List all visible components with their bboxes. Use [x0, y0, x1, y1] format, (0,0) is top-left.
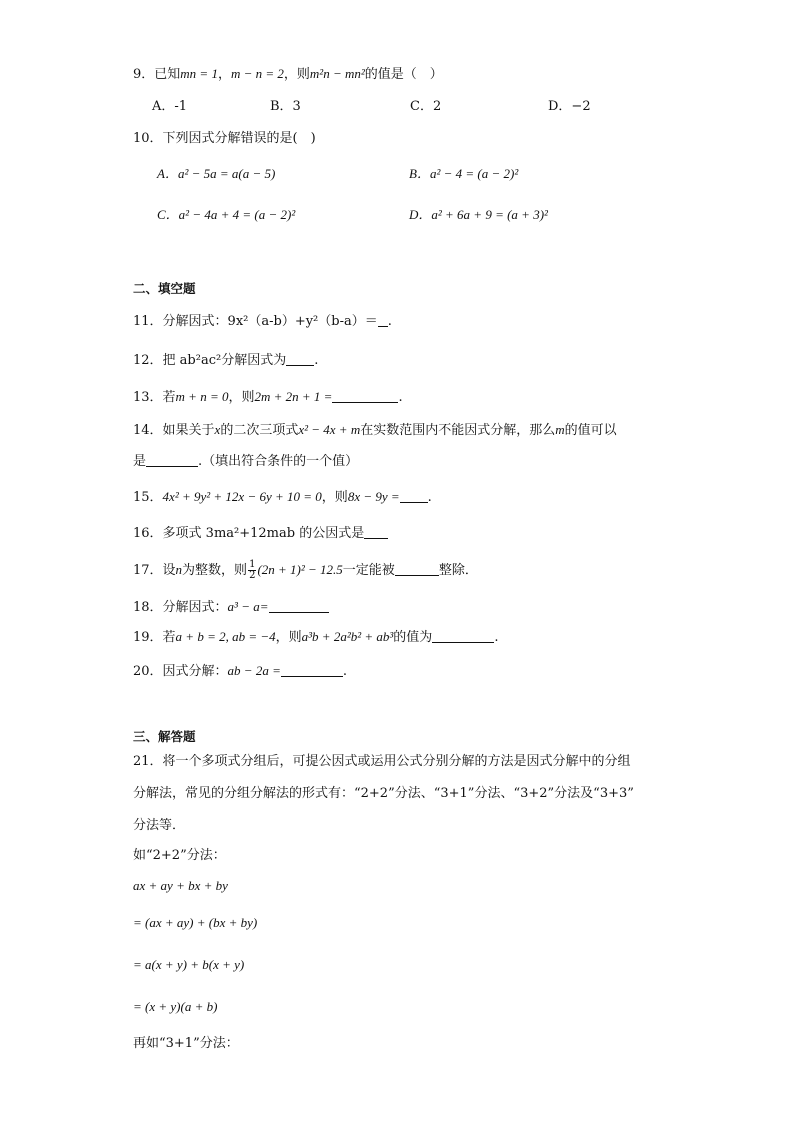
q9-stem-text-b: ，	[217, 67, 231, 82]
section-fill-in-title: 二、填空题	[133, 281, 196, 296]
q9-expr-diff: m − n = 2	[230, 66, 284, 81]
q14-text-a: 14．如果关于	[133, 423, 215, 438]
q17-fraction-denominator: 2	[249, 570, 256, 581]
q12-end: .	[314, 353, 319, 368]
q13-end: .	[398, 390, 403, 405]
q18-expr: a³ − a=	[227, 599, 269, 614]
q17	[133, 560, 478, 581]
q21-step1: ax + ay + bx + by	[133, 878, 228, 893]
q20-answer-blank[interactable]	[281, 662, 343, 677]
q9-option-b[interactable]: B．3	[270, 99, 301, 114]
q9-expr-target: m²n − mn²	[309, 66, 365, 81]
q13-text-b: ，则	[228, 390, 255, 405]
q19-text-a: 19．若	[133, 630, 176, 645]
q9-expr-mn: mn = 1	[180, 66, 218, 81]
q17-fraction-numerator: 1	[249, 559, 256, 570]
q14-text-c: 在实数范围内不能因式分解，那么	[360, 423, 556, 438]
q9-stem	[133, 64, 443, 85]
q14-var-x: x	[214, 422, 221, 437]
q14-expr: x² − 4x + m	[298, 422, 361, 437]
q18	[133, 597, 329, 618]
q15	[133, 487, 432, 508]
q19-end: .	[494, 630, 499, 645]
q17-text-a: 17．设	[133, 563, 176, 578]
q13-text-a: 13．若	[133, 390, 176, 405]
q20	[133, 661, 347, 682]
q14-var-m: m	[555, 422, 565, 437]
q15-end: .	[427, 490, 432, 505]
q10-option-d[interactable]: D．a² + 6a + 9 = (a + 3)²	[409, 207, 548, 222]
q19-expr-target: a³b + 2a²b² + ab³	[301, 629, 394, 644]
q18-answer-blank[interactable]	[269, 598, 329, 613]
q16	[133, 524, 388, 544]
q17-fraction	[248, 560, 256, 581]
q21-step2: = (ax + ay) + (bx + by)	[133, 915, 258, 930]
q20-expr: ab − 2a =	[227, 663, 281, 678]
q13-expr-target: 2m + 2n + 1 =	[254, 389, 333, 404]
q9-option-d[interactable]: D．−2	[548, 99, 591, 114]
q19-expr-condition: a + b = 2, ab = −4	[175, 629, 276, 644]
q17-var-n: n	[175, 562, 183, 577]
q21-step4: = (x + y)(a + b)	[133, 999, 218, 1014]
q19-text-c: 的值为	[393, 630, 433, 645]
q12-answer-blank[interactable]	[286, 351, 314, 366]
q20-text: 20．因式分解：	[133, 664, 228, 679]
q14-answer-blank[interactable]	[146, 452, 198, 467]
q15-expr-condition: 4x² + 9y² + 12x − 6y + 10 = 0	[162, 489, 322, 504]
q10-stem: 10．下列因式分解错误的是( )	[133, 131, 316, 146]
q14-text-d: 的值可以	[564, 423, 617, 438]
section-solve-title: 三、解答题	[133, 729, 196, 744]
q9-stem-text-c: ，则	[283, 67, 310, 82]
q21-line5: 再如“3+1”分法：	[133, 1036, 239, 1051]
q15-text-b: ，则	[321, 490, 348, 505]
q10-option-a[interactable]: A．a² − 5a = a(a − 5)	[157, 166, 276, 181]
q15-text-a: 15．	[133, 490, 163, 505]
q21-line3: 分法等．	[133, 818, 186, 833]
q9-stem-text-d: 的值是（ ）	[364, 67, 443, 82]
q11-text: 11．分解因式：9x²（a-b）+y²（b-a）＝	[133, 314, 378, 329]
q13	[133, 387, 403, 408]
q20-end: .	[342, 664, 347, 679]
q21-line2: 分解法，常见的分组分解法的形式有：“2+2”分法、“3+1”分法、“3+2”分法及“3+3”	[133, 786, 634, 801]
q17-text-c: 一定能被	[342, 563, 395, 578]
q19	[133, 627, 498, 648]
q10-option-c[interactable]: C．a² − 4a + 4 = (a − 2)²	[157, 207, 296, 222]
q19-text-b: ，则	[275, 630, 302, 645]
q15-answer-blank[interactable]	[400, 488, 428, 503]
q14-text-b: 的二次三项式	[220, 423, 299, 438]
q9-stem-text-a: 9．已知	[133, 67, 181, 82]
q11-answer-blank[interactable]	[378, 312, 388, 327]
q11	[133, 312, 392, 332]
q13-answer-blank[interactable]	[332, 388, 398, 403]
q12-text: 12．把 ab²ac²分解因式为	[133, 353, 287, 368]
q9-option-c[interactable]: C．2	[410, 99, 442, 114]
q13-expr-condition: m + n = 0	[175, 389, 229, 404]
q14-line2	[133, 452, 358, 472]
q18-text: 18．分解因式：	[133, 600, 228, 615]
q11-end: .	[387, 314, 392, 329]
q19-answer-blank[interactable]	[432, 628, 494, 643]
q21-line4: 如“2+2”分法：	[133, 848, 226, 863]
q14-line2-text-a: 是	[133, 454, 147, 469]
q17-answer-blank[interactable]	[395, 561, 439, 576]
q17-text-b: 为整数，则	[182, 563, 248, 578]
q17-expr: (2n + 1)² − 12.5	[257, 562, 343, 577]
q17-text-d: 整除．	[438, 563, 478, 578]
q21-step3: = a(x + y) + b(x + y)	[133, 957, 245, 972]
q16-text: 16．多项式 3ma²+12mab 的公因式是	[133, 526, 365, 541]
q9-option-a[interactable]: A．-1	[152, 99, 188, 114]
q12	[133, 351, 318, 371]
q14-line2-text-b: .（填出符合条件的一个值）	[198, 454, 359, 469]
q16-answer-blank[interactable]	[364, 524, 388, 539]
q10-option-b[interactable]: B．a² − 4 = (a − 2)²	[409, 166, 519, 181]
q14-line1	[133, 420, 617, 441]
q15-expr-target: 8x − 9y =	[347, 489, 400, 504]
q21-line1: 21．将一个多项式分组后，可提公因式或运用公式分别分解的方法是因式分解中的分组	[133, 754, 631, 769]
